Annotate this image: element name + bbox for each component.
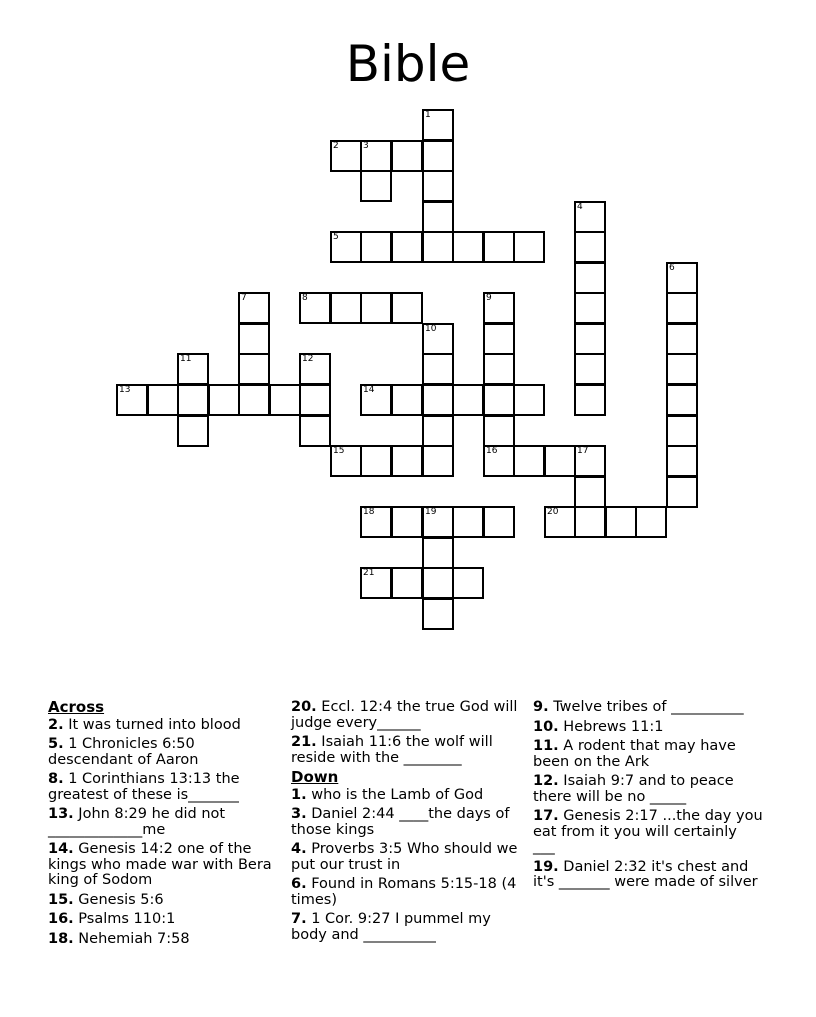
cell-number: 3 [363, 141, 369, 151]
clue-number: 6. [291, 876, 307, 892]
grid-cell[interactable] [483, 384, 515, 416]
cell-number: 14 [363, 385, 375, 395]
grid-cell[interactable] [483, 506, 515, 538]
grid-cell[interactable] [452, 384, 484, 416]
grid-cell[interactable] [666, 323, 698, 355]
clue-text: Daniel 2:44 ____the days of those kings [291, 806, 510, 838]
grid-cell[interactable] [299, 353, 331, 385]
clue-text: Genesis 2:17 ...the day you eat from it you will certainly ___ [533, 808, 763, 855]
grid-cell[interactable] [330, 292, 362, 324]
grid-cell[interactable] [574, 201, 606, 233]
cell-number: 7 [241, 293, 247, 303]
grid-cell[interactable] [360, 292, 392, 324]
clue-item [291, 912, 521, 943]
grid-cell[interactable] [422, 537, 454, 569]
clue-number: 14. [48, 841, 74, 857]
clue-number: 7. [291, 911, 307, 927]
cell-number: 12 [302, 354, 314, 364]
clue-item [48, 807, 278, 838]
grid-cell[interactable] [483, 323, 515, 355]
grid-cell[interactable] [422, 384, 454, 416]
grid-cell[interactable] [360, 384, 392, 416]
grid-cell[interactable] [391, 506, 423, 538]
clue-item [291, 788, 521, 804]
grid-cell[interactable] [116, 384, 148, 416]
grid-cell[interactable] [299, 292, 331, 324]
grid-cell[interactable] [635, 506, 667, 538]
grid-cell[interactable] [330, 445, 362, 477]
grid-cell[interactable] [422, 170, 454, 202]
clue-column-1 [48, 700, 278, 951]
grid-cell[interactable] [483, 292, 515, 324]
clue-item [533, 860, 763, 891]
clue-text: 1 Corinthians 13:13 the greatest of these is_______ [48, 771, 240, 803]
clue-text: Isaiah 9:7 and to peace there will be no _____ [533, 773, 734, 805]
clue-item [533, 720, 763, 736]
clue-number: 11. [533, 738, 559, 754]
cell-number: 15 [333, 446, 345, 456]
grid-cell[interactable] [360, 231, 392, 263]
cell-number: 6 [669, 263, 675, 273]
clue-item [48, 772, 278, 803]
clue-column-3 [533, 700, 763, 895]
grid-cell[interactable] [238, 292, 270, 324]
clue-number: 2. [48, 716, 64, 733]
grid-cell[interactable] [422, 201, 454, 233]
clue-number: 13. [48, 806, 74, 822]
clue-item [291, 735, 521, 766]
cell-number: 11 [180, 354, 192, 364]
grid-cell[interactable] [360, 506, 392, 538]
grid-cell[interactable] [452, 231, 484, 263]
clue-item [48, 912, 278, 928]
clue-item [48, 932, 278, 948]
clue-item [48, 737, 278, 768]
clue-item [533, 739, 763, 770]
grid-cell[interactable] [422, 415, 454, 447]
cell-number: 21 [363, 568, 375, 578]
grid-cell[interactable] [422, 231, 454, 263]
clue-item [48, 893, 278, 909]
grid-cell[interactable] [391, 292, 423, 324]
cell-number: 2 [333, 141, 339, 151]
clue-text: Daniel 2:32 it's chest and it's _______ were made of silver [533, 858, 758, 890]
grid-cell[interactable] [544, 445, 576, 477]
clue-text: Nehemiah 7:58 [73, 930, 190, 947]
clue-text: Found in Romans 5:15-18 (4 times) [291, 876, 517, 908]
grid-cell[interactable] [299, 384, 331, 416]
grid-cell[interactable] [666, 353, 698, 385]
clue-text: Genesis 14:2 one of the kings who made war with Bera king of Sodom [48, 841, 272, 888]
grid-cell[interactable] [330, 140, 362, 172]
grid-cell[interactable] [177, 384, 209, 416]
grid-cell[interactable] [422, 140, 454, 172]
clue-text: Twelve tribes of __________ [548, 699, 744, 715]
clue-number: 10. [533, 718, 559, 735]
clue-text: Isaiah 11:6 the wolf will reside with the ________ [291, 734, 493, 766]
cell-number: 10 [425, 324, 437, 334]
grid-cell[interactable] [238, 384, 270, 416]
grid-cell[interactable] [574, 384, 606, 416]
cell-number: 8 [302, 293, 308, 303]
grid-cell[interactable] [177, 415, 209, 447]
grid-cell[interactable] [422, 567, 454, 599]
grid-cell[interactable] [574, 353, 606, 385]
grid-cell[interactable] [666, 384, 698, 416]
grid-cell[interactable] [360, 567, 392, 599]
clue-text: who is the Lamb of God [306, 786, 484, 803]
clue-number: 17. [533, 808, 559, 824]
clue-number: 3. [291, 806, 307, 822]
clue-number: 21. [291, 734, 317, 750]
clue-text: Psalms 110:1 [73, 911, 176, 927]
grid-cell[interactable] [574, 262, 606, 294]
grid-cell[interactable] [360, 445, 392, 477]
grid-cell[interactable] [574, 445, 606, 477]
clue-number: 9. [533, 699, 549, 715]
grid-cell[interactable] [513, 384, 545, 416]
grid-cell[interactable] [483, 231, 515, 263]
clue-number: 19. [533, 858, 559, 875]
grid-cell[interactable] [666, 292, 698, 324]
grid-cell[interactable] [422, 323, 454, 355]
clue-item [291, 842, 521, 873]
clue-number: 8. [48, 771, 64, 787]
clue-item [291, 700, 521, 731]
grid-cell[interactable] [208, 384, 240, 416]
grid-cell[interactable] [391, 231, 423, 263]
grid-cell[interactable] [422, 353, 454, 385]
clue-column-2 [291, 700, 521, 947]
clue-number: 12. [533, 773, 559, 789]
clue-item [291, 877, 521, 908]
clue-item [48, 718, 278, 734]
grid-cell[interactable] [422, 109, 454, 141]
grid-cell[interactable] [177, 353, 209, 385]
clue-text: Eccl. 12:4 the true God will judge every______ [291, 699, 518, 731]
grid-cell[interactable] [605, 506, 637, 538]
clue-text: 1 Chronicles 6:50 descendant of Aaron [48, 736, 199, 768]
cell-number: 16 [486, 446, 498, 456]
grid-cell[interactable] [666, 476, 698, 508]
grid-cell[interactable] [666, 262, 698, 294]
clue-text: John 8:29 he did not _____________me [48, 806, 226, 838]
cell-number: 18 [363, 507, 375, 517]
cell-number: 17 [577, 446, 589, 456]
clue-text: 1 Cor. 9:27 I pummel my body and __________ [291, 911, 491, 943]
clue-text: It was turned into blood [63, 716, 241, 733]
clue-text: Hebrews 11:1 [558, 718, 664, 735]
grid-cell[interactable] [299, 415, 331, 447]
grid-cell[interactable] [574, 476, 606, 508]
clue-heading-down: Down [291, 768, 339, 786]
grid-cell[interactable] [422, 598, 454, 630]
grid-cell[interactable] [666, 445, 698, 477]
clue-number: 15. [48, 891, 74, 908]
clue-text: Proverbs 3:5 Who should we put our trust in [291, 841, 518, 873]
clue-number: 4. [291, 841, 307, 857]
grid-cell[interactable] [238, 323, 270, 355]
grid-cell[interactable] [483, 353, 515, 385]
grid-cell[interactable] [483, 415, 515, 447]
clue-item [533, 809, 763, 856]
grid-cell[interactable] [666, 415, 698, 447]
grid-cell[interactable] [147, 384, 179, 416]
clue-number: 1. [291, 786, 307, 803]
clue-item [48, 842, 278, 889]
clue-item [533, 774, 763, 805]
cell-number: 20 [547, 507, 559, 517]
grid-cell[interactable] [360, 170, 392, 202]
grid-cell[interactable] [452, 506, 484, 538]
grid-cell[interactable] [574, 323, 606, 355]
grid-cell[interactable] [513, 231, 545, 263]
clue-number: 20. [291, 699, 317, 715]
grid-cell[interactable] [238, 353, 270, 385]
cell-number: 5 [333, 232, 339, 242]
cell-number: 9 [486, 293, 492, 303]
grid-cell[interactable] [422, 506, 454, 538]
clue-item [291, 807, 521, 838]
grid-cell[interactable] [391, 384, 423, 416]
grid-cell[interactable] [422, 445, 454, 477]
grid-cell[interactable] [391, 445, 423, 477]
clue-heading-across: Across [48, 698, 105, 716]
grid-cell[interactable] [544, 506, 576, 538]
puzzle-title: Bible [345, 35, 471, 93]
clue-number: 5. [48, 736, 64, 752]
grid-cell[interactable] [574, 506, 606, 538]
cell-number: 13 [119, 385, 131, 395]
grid-cell[interactable] [360, 140, 392, 172]
clue-text: A rodent that may have been on the Ark [533, 738, 736, 770]
grid-cell[interactable] [269, 384, 301, 416]
grid-cell[interactable] [574, 292, 606, 324]
clue-number: 16. [48, 911, 74, 927]
grid-cell[interactable] [391, 567, 423, 599]
cell-number: 19 [425, 507, 437, 517]
cell-number: 4 [577, 202, 583, 212]
grid-cell[interactable] [513, 445, 545, 477]
clue-number: 18. [48, 930, 74, 947]
grid-cell[interactable] [330, 231, 362, 263]
grid-cell[interactable] [574, 231, 606, 263]
grid-cell[interactable] [391, 140, 423, 172]
clue-text: Genesis 5:6 [73, 891, 164, 908]
grid-cell[interactable] [452, 567, 484, 599]
grid-cell[interactable] [483, 445, 515, 477]
cell-number: 1 [425, 110, 431, 120]
clue-item [533, 700, 763, 716]
